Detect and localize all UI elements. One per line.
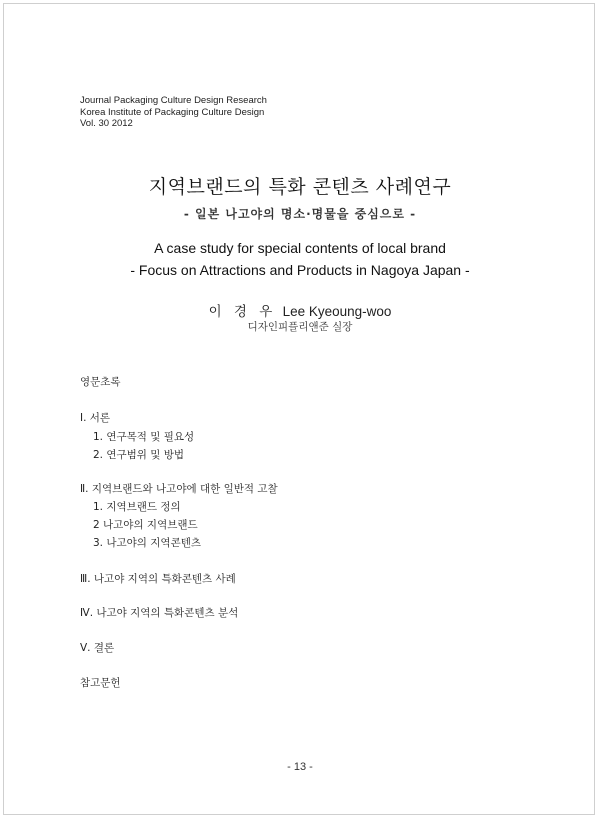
journal-info bbox=[80, 95, 267, 130]
toc-section-2-2: 2 나고야의 지역브랜드 bbox=[93, 519, 198, 531]
volume-info: Vol. 30 2012 bbox=[80, 118, 133, 129]
title-korean: 지역브랜드의 특화 콘텐츠 사례연구 bbox=[148, 176, 452, 198]
toc-section-4: Ⅳ. 나고야 지역의 특화콘텐츠 분석 bbox=[80, 607, 239, 619]
toc-section-2-1: 1. 지역브랜드 정의 bbox=[93, 501, 181, 513]
page-number: - 13 - bbox=[287, 761, 313, 773]
toc-abstract: 영문초록 bbox=[80, 376, 121, 388]
author-name-english: Lee Kyeoung-woo bbox=[282, 304, 392, 319]
author-name-korean: 이 경 우 bbox=[208, 304, 277, 320]
toc-section-2-3: 3. 나고야의 지역콘텐츠 bbox=[93, 537, 201, 549]
journal-name: Journal Packaging Culture Design Research bbox=[80, 95, 267, 106]
subtitle-english: - Focus on Attractions and Products in Nagoya Japan - bbox=[130, 262, 470, 278]
publisher-name: Korea Institute of Packaging Culture Design bbox=[80, 106, 265, 118]
toc-section-3: Ⅲ. 나고야 지역의 특화콘텐츠 사례 bbox=[80, 573, 236, 585]
author bbox=[0, 300, 600, 320]
toc-references: 참고문헌 bbox=[80, 677, 121, 689]
toc-section-1-1: 1. 연구목적 및 필요성 bbox=[93, 431, 195, 443]
author-affiliation: 디자인피플리앤준 실장 bbox=[247, 321, 353, 333]
toc-section-1-2: 2. 연구범위 및 방법 bbox=[93, 449, 185, 461]
title-english: A case study for special contents of local brand bbox=[154, 240, 446, 256]
subtitle-korean: - 일본 나고야의 명소·명물을 중심으로 - bbox=[183, 207, 417, 221]
toc-section-1: Ⅰ. 서론 bbox=[80, 412, 111, 424]
toc-section-2: Ⅱ. 지역브랜드와 나고야에 대한 일반적 고찰 bbox=[80, 483, 278, 495]
toc-section-5: Ⅴ. 결론 bbox=[80, 642, 115, 654]
